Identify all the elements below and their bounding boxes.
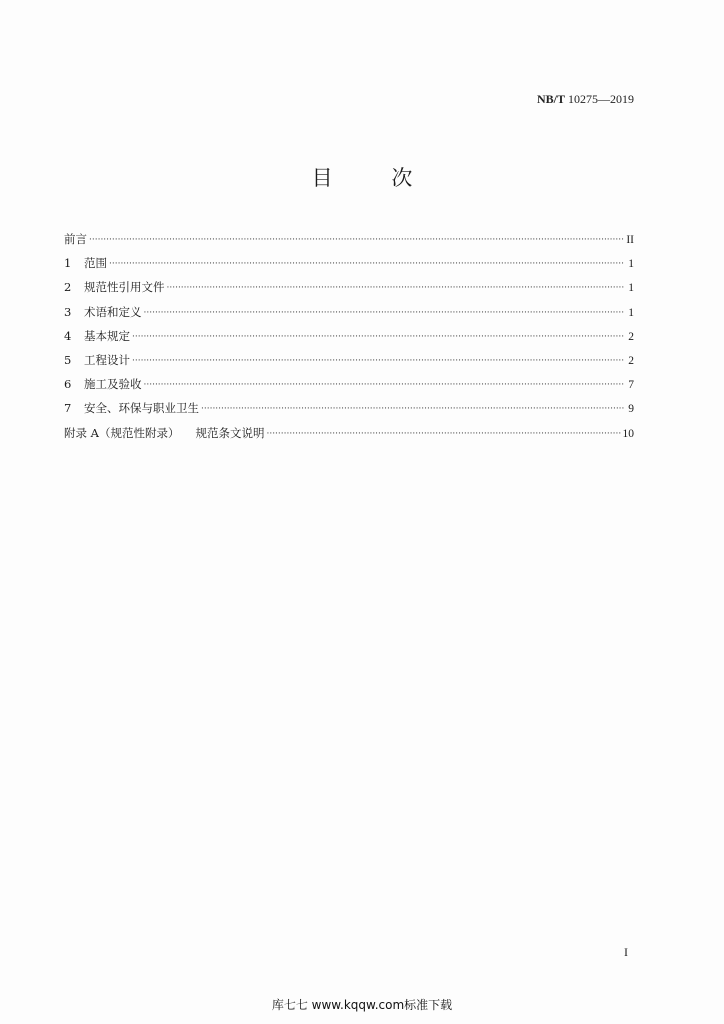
toc-entry-number: 5 xyxy=(64,352,72,367)
toc-entry-page: 1 xyxy=(628,306,634,319)
toc-entry-page: 2 xyxy=(628,330,634,343)
toc-leader-dots xyxy=(89,235,624,245)
standard-code xyxy=(537,92,634,107)
toc-entry-label: 基本规定 xyxy=(84,328,130,343)
toc-entry-page: II xyxy=(626,234,634,246)
toc-entry-page: 7 xyxy=(628,379,634,392)
toc-entry-number: 2 xyxy=(64,280,72,295)
standard-prefix: NB/T xyxy=(536,92,565,106)
toc-entry-5[interactable] xyxy=(64,352,634,376)
toc-entry-4[interactable] xyxy=(64,328,634,352)
appendix-heading: 附录 A（规范性附录） xyxy=(64,425,180,440)
toc-entry-page: 9 xyxy=(628,403,634,416)
toc-leader-dots xyxy=(144,380,625,390)
toc-leader-dots xyxy=(132,356,624,366)
toc-entry-6[interactable] xyxy=(64,376,634,400)
toc-entry-foreword[interactable] xyxy=(64,231,634,255)
toc-entry-label: 施工及验收 xyxy=(84,377,142,392)
toc-entry-number: 4 xyxy=(64,328,72,343)
toc-entry-1[interactable] xyxy=(64,255,634,279)
toc-entry-label: 工程设计 xyxy=(84,352,130,367)
toc-leader-dots xyxy=(266,429,620,439)
toc-entry-appendix-a[interactable] xyxy=(64,425,634,449)
toc-leader-dots xyxy=(201,404,624,414)
toc-entry-page: 2 xyxy=(628,354,634,367)
toc-entry-3[interactable] xyxy=(64,304,634,328)
toc-leader-dots xyxy=(167,283,625,293)
toc-entry-label: 术语和定义 xyxy=(84,304,142,319)
toc-entry-number: 3 xyxy=(64,304,72,319)
toc-entry-label: 前言 xyxy=(64,232,87,246)
toc-entry-label: 规范性引用文件 xyxy=(84,280,165,295)
watermark-footer: 库七七 www.kqqw.com标准下载 xyxy=(271,998,453,1012)
toc-entry-label: 安全、环保与职业卫生 xyxy=(84,401,199,416)
toc-entry-page: 10 xyxy=(622,427,634,440)
toc-entry-2[interactable] xyxy=(64,279,634,303)
toc-entry-label xyxy=(64,425,264,441)
toc-entry-page: 1 xyxy=(628,258,634,271)
standard-number: 10275—2019 xyxy=(568,92,634,106)
toc-leader-dots xyxy=(144,308,625,318)
table-of-contents xyxy=(64,231,634,449)
toc-entry-number: 1 xyxy=(64,256,72,271)
page-number: I xyxy=(624,945,628,959)
appendix-title: 规范条文说明 xyxy=(195,425,265,440)
toc-leader-dots xyxy=(109,259,624,269)
toc-entry-number: 6 xyxy=(64,377,72,392)
toc-entry-number: 7 xyxy=(64,401,72,416)
toc-leader-dots xyxy=(132,332,624,342)
toc-title: 目 次 xyxy=(311,166,439,190)
toc-entry-page: 1 xyxy=(628,282,634,295)
toc-entry-7[interactable] xyxy=(64,400,634,424)
toc-entry-label: 范围 xyxy=(84,256,107,271)
